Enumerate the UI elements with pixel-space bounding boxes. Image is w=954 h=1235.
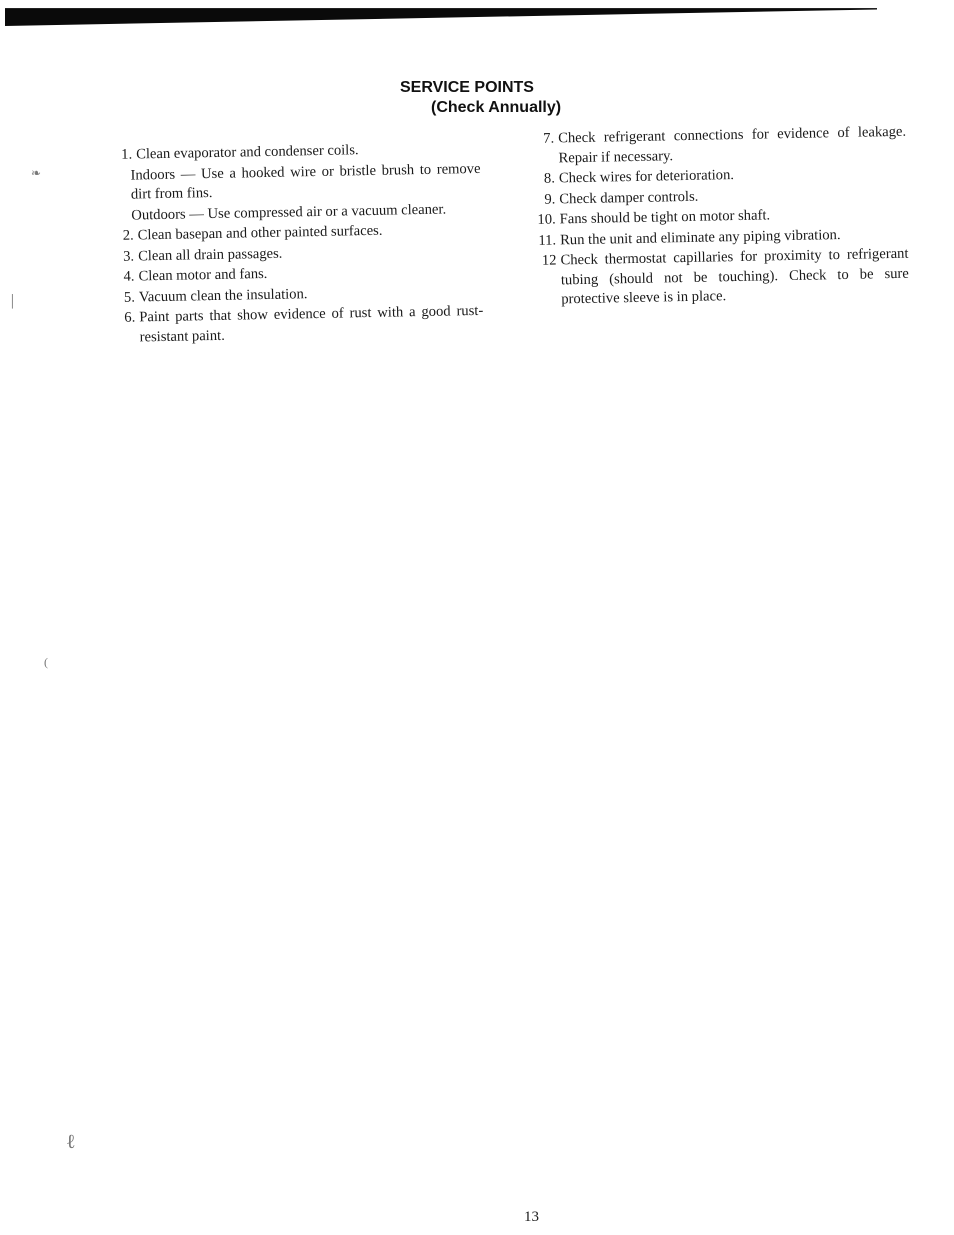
item-number: 6. [124, 309, 136, 326]
item-number: 11. [538, 231, 557, 249]
heading-title: SERVICE POINTS [400, 79, 534, 96]
item-number: 2. [122, 227, 134, 244]
item-text: Clean all drain passages. [137, 245, 283, 264]
page-number: 13 [524, 1209, 539, 1225]
item-sub-indoors: Indoors — Use a hooked wire or bristle brush to remove dirt from fins. [130, 160, 481, 203]
item-text: Run the unit and eliminate any piping vibration. [559, 226, 841, 248]
item-text: Check wires for deterioration. [558, 167, 735, 187]
scan-artifact: │ [8, 294, 17, 308]
item-text: Vacuum clean the insulation. [138, 285, 308, 305]
item-text: Check damper controls. [559, 188, 699, 207]
item-number: 10. [537, 211, 556, 228]
item-number: 9. [544, 190, 556, 208]
list-item [530, 245, 909, 311]
top-rule-line [5, 8, 877, 9]
section-heading [400, 78, 561, 118]
heading-subtitle: (Check Annually) [431, 99, 562, 116]
item-text: Clean basepan and other painted surfaces. [137, 222, 383, 244]
item-number: 7. [543, 130, 555, 147]
item-number: 3. [123, 248, 135, 265]
item-number: 1. [121, 146, 133, 163]
scan-artifact: ❧ [31, 166, 42, 180]
item-text: Paint parts that show evidence of rust with a good rust-resistant paint. [139, 302, 484, 345]
item-text: Check refrigerant connections for evidence of leakage. Repair if necessary. [558, 123, 907, 166]
scan-artifact: ( [44, 655, 48, 669]
right-column [528, 123, 909, 312]
item-number: 4. [123, 268, 135, 285]
top-rule [5, 8, 877, 26]
item-text: Clean motor and fans. [138, 265, 268, 285]
item-text: Check thermostat capillaries for proximity to refrigerant tubing (should not be touching). Check to be sure protective sleeve is in place. [560, 245, 909, 308]
item-sub-outdoors: Outdoors — Use compressed air or a vacuum cleaner. [131, 201, 447, 224]
left-column [108, 139, 484, 349]
item-number: 12 [541, 252, 557, 269]
item-number: 5. [123, 289, 136, 306]
item-text: Clean evaporator and condenser coils. [136, 142, 359, 163]
list-item [111, 302, 484, 348]
scan-artifact: ℓ [66, 1131, 76, 1153]
item-text: Fans should be tight on motor shaft. [559, 207, 771, 228]
item-number: 8. [543, 170, 556, 187]
list-item [528, 123, 907, 169]
